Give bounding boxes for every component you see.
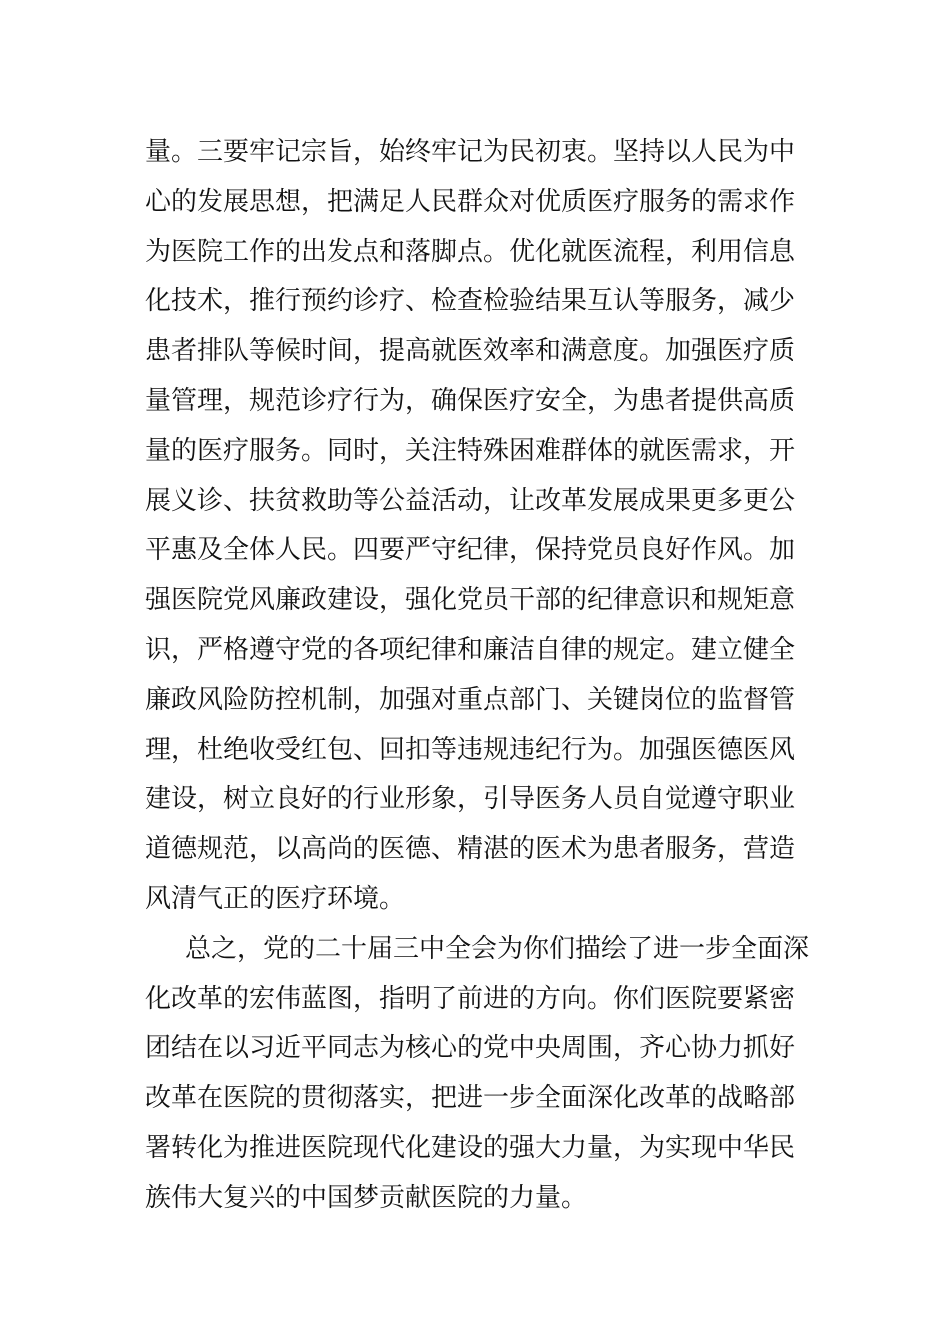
text-line: 改革在医院的贯彻落实，把进一步全面深化改革的战略部 xyxy=(145,1083,796,1114)
text-line: 为医院工作的出发点和落脚点。优化就医流程，利用信息 xyxy=(145,236,796,267)
text-line: 风清气正的医疗环境。 xyxy=(145,883,406,914)
text-line: 平惠及全体人民。四要严守纪律，保持党员良好作风。加 xyxy=(145,535,796,566)
paragraph-1 xyxy=(145,128,845,925)
text-line: 展义诊、扶贫救助等公益活动，让改革发展成果更多更公 xyxy=(145,485,796,516)
text-line: 总之，党的二十届三中全会为你们描绘了进一步全面深 xyxy=(185,933,810,964)
text-line: 量管理，规范诊疗行为，确保医疗安全，为患者提供高质 xyxy=(145,385,796,416)
text-line: 化改革的宏伟蓝图，指明了前进的方向。你们医院要紧密 xyxy=(145,983,796,1014)
text-line: 廉政风险防控机制，加强对重点部门、关键岗位的监督管 xyxy=(145,684,796,715)
text-line: 理，杜绝收受红包、回扣等违规违纪行为。加强医德医风 xyxy=(145,734,796,765)
text-line: 道德规范，以高尚的医德、精湛的医术为患者服务，营造 xyxy=(145,834,796,865)
body-text xyxy=(145,128,845,1224)
text-line: 化技术，推行预约诊疗、检查检验结果互认等服务，减少 xyxy=(145,286,796,317)
text-line: 团结在以习近平同志为核心的党中央周围，齐心协力抓好 xyxy=(145,1033,796,1064)
text-line: 患者排队等候时间，提高就医效率和满意度。加强医疗质 xyxy=(145,336,796,367)
text-line: 识，严格遵守党的各项纪律和廉洁自律的规定。建立健全 xyxy=(145,634,796,665)
text-line: 心的发展思想，把满足人民群众对优质医疗服务的需求作 xyxy=(145,186,796,217)
text-line: 建设，树立良好的行业形象，引导医务人员自觉遵守职业 xyxy=(145,784,796,815)
text-line: 署转化为推进医院现代化建设的强大力量，为实现中华民 xyxy=(145,1132,796,1163)
text-line: 族伟大复兴的中国梦贡献医院的力量。 xyxy=(145,1182,588,1213)
text-line: 量的医疗服务。同时，关注特殊困难群体的就医需求，开 xyxy=(145,435,796,466)
text-line: 强医院党风廉政建设，强化党员干部的纪律意识和规矩意 xyxy=(145,585,796,616)
paragraph-2 xyxy=(145,925,845,1224)
text-line: 量。三要牢记宗旨，始终牢记为民初衷。坚持以人民为中 xyxy=(145,137,796,167)
